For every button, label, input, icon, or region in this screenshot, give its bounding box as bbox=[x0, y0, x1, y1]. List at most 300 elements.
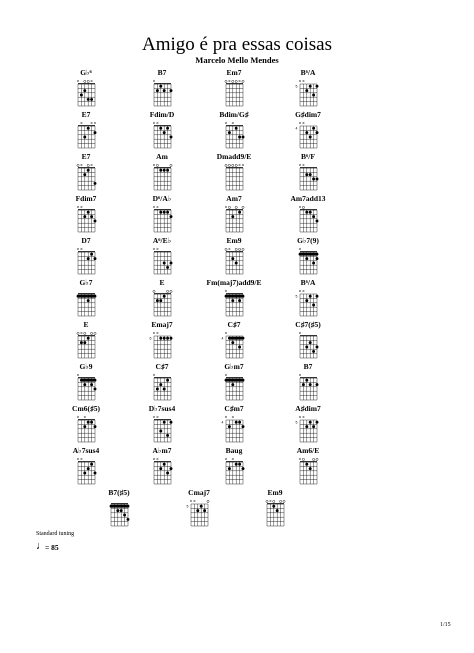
chord-fretboard-diagram bbox=[268, 413, 348, 445]
chord-fretboard-diagram bbox=[268, 77, 348, 109]
finger-dot bbox=[272, 505, 275, 508]
open-string-marker bbox=[167, 290, 169, 292]
chord-fretboard-diagram bbox=[194, 203, 274, 235]
finger-dot bbox=[87, 299, 90, 302]
chord-name: C♯7 bbox=[227, 320, 241, 329]
finger-dot bbox=[163, 131, 166, 134]
finger-dot bbox=[203, 509, 206, 512]
chord-fretboard-diagram bbox=[268, 329, 348, 361]
finger-dot bbox=[238, 346, 241, 349]
muted-string-marker: × bbox=[224, 414, 228, 420]
chord-name: G♭7 bbox=[79, 278, 93, 287]
muted-string-marker: × bbox=[76, 246, 80, 252]
muted-string-marker: × bbox=[152, 372, 156, 378]
finger-dot bbox=[80, 94, 83, 97]
chord-fretboard-diagram bbox=[122, 161, 202, 193]
chord-name: E7 bbox=[81, 152, 91, 161]
open-string-marker bbox=[239, 248, 241, 250]
chord-name: C♯m7 bbox=[224, 404, 244, 413]
finger-dot bbox=[159, 337, 162, 340]
chord-fretboard-diagram bbox=[268, 287, 348, 319]
barre-marker bbox=[110, 505, 130, 508]
finger-dot bbox=[231, 215, 234, 218]
open-string-marker bbox=[225, 248, 227, 250]
finger-dot bbox=[316, 85, 319, 88]
finger-dot bbox=[156, 388, 159, 391]
muted-string-marker: × bbox=[152, 456, 156, 462]
chord-fretboard-diagram bbox=[194, 77, 274, 109]
fret-position-label: 5 bbox=[186, 504, 189, 509]
finger-dot bbox=[166, 337, 169, 340]
chord-name: D♭7sus4 bbox=[148, 404, 176, 413]
fret-position-label: 5 bbox=[295, 84, 298, 89]
chord-diagram bbox=[194, 194, 274, 235]
open-string-marker bbox=[84, 80, 86, 82]
chord-fretboard-diagram bbox=[122, 329, 202, 361]
chord-fretboard-diagram bbox=[46, 413, 126, 445]
finger-dot bbox=[159, 430, 162, 433]
muted-string-marker: × bbox=[298, 78, 302, 84]
finger-dot bbox=[242, 467, 245, 470]
finger-dot bbox=[312, 425, 315, 428]
muted-string-marker: × bbox=[231, 456, 235, 462]
open-string-marker bbox=[232, 164, 234, 166]
open-string-marker bbox=[94, 332, 96, 334]
finger-dot bbox=[83, 425, 86, 428]
finger-dot bbox=[163, 421, 166, 424]
chord-diagram bbox=[46, 152, 126, 193]
finger-dot bbox=[238, 463, 241, 466]
fret-position-label: 4 bbox=[295, 126, 298, 131]
chord-diagram bbox=[46, 236, 126, 277]
chord-diagram bbox=[122, 236, 202, 277]
chord-fretboard-diagram bbox=[46, 455, 126, 487]
muted-string-marker: × bbox=[152, 330, 156, 336]
chord-name: Am6/E bbox=[296, 446, 320, 455]
chord-diagram bbox=[268, 110, 348, 151]
muted-string-marker: × bbox=[302, 120, 305, 126]
muted-string-marker: × bbox=[224, 330, 228, 336]
chord-fretboard-diagram bbox=[268, 203, 348, 235]
finger-dot bbox=[228, 131, 231, 134]
finger-dot bbox=[309, 467, 312, 470]
chord-fretboard-diagram bbox=[159, 497, 239, 529]
finger-dot bbox=[163, 295, 166, 298]
finger-dot bbox=[238, 136, 241, 139]
open-string-marker bbox=[225, 80, 227, 82]
finger-dot bbox=[166, 266, 169, 269]
muted-string-marker: × bbox=[269, 498, 272, 504]
muted-string-marker: × bbox=[80, 120, 83, 126]
chord-name: G♯dim7 bbox=[295, 110, 321, 119]
finger-dot bbox=[94, 182, 97, 185]
chord-name: E7 bbox=[81, 110, 91, 119]
finger-dot bbox=[200, 505, 203, 508]
chord-diagram bbox=[268, 194, 348, 235]
finger-dot bbox=[94, 257, 97, 260]
chord-diagram bbox=[122, 68, 202, 109]
muted-string-marker: × bbox=[76, 78, 80, 84]
chord-fretboard-diagram bbox=[194, 161, 274, 193]
open-string-marker bbox=[235, 80, 237, 82]
finger-dot bbox=[94, 472, 97, 475]
finger-dot bbox=[83, 383, 86, 386]
chord-diagram bbox=[194, 362, 274, 403]
open-string-marker bbox=[235, 248, 237, 250]
finger-dot bbox=[90, 253, 93, 256]
chord-diagram bbox=[122, 152, 202, 193]
muted-string-marker: × bbox=[231, 414, 235, 420]
barre-marker bbox=[225, 295, 245, 298]
open-string-marker bbox=[170, 164, 172, 166]
chord-diagram bbox=[46, 320, 126, 361]
chord-fretboard-diagram bbox=[46, 371, 126, 403]
chord-diagram bbox=[268, 236, 348, 277]
chord-name: A♭m7 bbox=[152, 446, 172, 455]
finger-dot bbox=[120, 509, 123, 512]
finger-dot bbox=[87, 98, 90, 101]
finger-dot bbox=[309, 211, 312, 214]
chord-name: Am7add13 bbox=[290, 194, 326, 203]
finger-dot bbox=[309, 136, 312, 139]
chord-diagram bbox=[122, 320, 202, 361]
fret-position-label: 5 bbox=[295, 420, 298, 425]
muted-string-marker: × bbox=[80, 162, 83, 168]
finger-dot bbox=[163, 262, 166, 265]
muted-string-marker: × bbox=[298, 372, 302, 378]
chord-name: G♭9 bbox=[79, 362, 93, 371]
chord-diagram bbox=[194, 404, 274, 445]
finger-dot bbox=[90, 421, 93, 424]
finger-dot bbox=[166, 472, 169, 475]
chord-diagram bbox=[268, 68, 348, 109]
open-string-marker bbox=[91, 332, 93, 334]
chord-fretboard-diagram bbox=[122, 287, 202, 319]
chord-fretboard-diagram bbox=[194, 455, 274, 487]
finger-dot bbox=[309, 85, 312, 88]
finger-dot bbox=[316, 383, 319, 386]
chord-name: A⁶/E♭ bbox=[152, 236, 172, 245]
finger-dot bbox=[305, 131, 308, 134]
chord-diagram bbox=[235, 488, 315, 529]
chord-fretboard-diagram bbox=[194, 371, 274, 403]
open-string-marker bbox=[156, 164, 158, 166]
chord-diagram bbox=[46, 278, 126, 319]
chord-name: A♯dim7 bbox=[295, 404, 321, 413]
muted-string-marker: × bbox=[224, 204, 228, 210]
finger-dot bbox=[238, 299, 241, 302]
chord-name: Cm6(♯5) bbox=[72, 404, 100, 413]
chord-name: G♭m7 bbox=[224, 362, 244, 371]
chord-name: B⁶/A bbox=[300, 68, 316, 77]
open-string-marker bbox=[280, 500, 282, 502]
muted-string-marker: × bbox=[80, 456, 83, 462]
muted-string-marker: × bbox=[228, 78, 231, 84]
finger-dot bbox=[83, 341, 86, 344]
finger-dot bbox=[238, 421, 241, 424]
finger-dot bbox=[231, 257, 234, 260]
muted-string-marker: × bbox=[90, 120, 93, 126]
finger-dot bbox=[87, 379, 90, 382]
finger-dot bbox=[170, 421, 173, 424]
song-title: Amigo é pra essas coisas bbox=[142, 34, 332, 55]
chord-diagram bbox=[122, 278, 202, 319]
muted-string-marker: × bbox=[241, 162, 245, 168]
finger-dot bbox=[159, 299, 162, 302]
chord-diagram bbox=[194, 110, 274, 151]
finger-dot bbox=[309, 341, 312, 344]
open-string-marker bbox=[225, 164, 227, 166]
finger-dot bbox=[242, 136, 245, 139]
chord-name: Bdim/G♯ bbox=[219, 110, 249, 119]
muted-string-marker: × bbox=[90, 78, 93, 84]
finger-dot bbox=[94, 388, 97, 391]
open-string-marker bbox=[84, 332, 86, 334]
fret-position-label: 4 bbox=[221, 420, 224, 425]
finger-dot bbox=[309, 383, 312, 386]
muted-string-marker: × bbox=[298, 120, 302, 126]
chord-name: Am bbox=[156, 152, 168, 161]
finger-dot bbox=[305, 89, 308, 92]
finger-dot bbox=[87, 257, 90, 260]
muted-string-marker: × bbox=[298, 456, 302, 462]
finger-dot bbox=[170, 467, 173, 470]
chord-diagram bbox=[46, 68, 126, 109]
muted-string-marker: × bbox=[152, 78, 156, 84]
finger-dot bbox=[235, 127, 238, 130]
finger-dot bbox=[87, 169, 90, 172]
finger-dot bbox=[312, 94, 315, 97]
finger-dot bbox=[170, 89, 173, 92]
finger-dot bbox=[166, 211, 169, 214]
open-string-marker bbox=[228, 164, 230, 166]
finger-dot bbox=[159, 467, 162, 470]
barre-marker bbox=[299, 253, 319, 256]
tempo-value: = 85 bbox=[45, 543, 59, 552]
muted-string-marker: × bbox=[298, 204, 302, 210]
chord-name: Cmaj7 bbox=[188, 488, 210, 497]
finger-dot bbox=[302, 383, 305, 386]
chord-fretboard-diagram bbox=[194, 119, 274, 151]
chord-diagram bbox=[46, 404, 126, 445]
muted-string-marker: × bbox=[224, 288, 228, 294]
finger-dot bbox=[163, 211, 166, 214]
finger-dot bbox=[94, 131, 97, 134]
chord-fretboard-diagram bbox=[122, 413, 202, 445]
chord-fretboard-diagram bbox=[46, 203, 126, 235]
chord-name: Em7 bbox=[226, 68, 242, 77]
muted-string-marker: × bbox=[298, 414, 302, 420]
muted-string-marker: × bbox=[156, 120, 159, 126]
finger-dot bbox=[83, 89, 86, 92]
chord-diagram bbox=[122, 194, 202, 235]
open-string-marker bbox=[77, 332, 79, 334]
finger-dot bbox=[156, 299, 159, 302]
chord-name: B7 bbox=[303, 362, 313, 371]
muted-string-marker: × bbox=[76, 456, 80, 462]
chord-name: C♯7(♯5) bbox=[295, 320, 321, 329]
chord-diagram bbox=[194, 446, 274, 487]
finger-dot bbox=[116, 509, 119, 512]
chord-name: Dmadd9/E bbox=[216, 152, 252, 161]
finger-dot bbox=[276, 509, 279, 512]
finger-dot bbox=[312, 127, 315, 130]
finger-dot bbox=[163, 169, 166, 172]
muted-string-marker: × bbox=[152, 246, 156, 252]
finger-dot bbox=[83, 472, 86, 475]
chord-name: G♭⁶ bbox=[80, 68, 92, 77]
muted-string-marker: × bbox=[83, 414, 87, 420]
quarter-note-icon: ♩ bbox=[36, 540, 47, 552]
open-string-marker bbox=[87, 164, 89, 166]
chord-name: E bbox=[83, 320, 89, 329]
muted-string-marker: × bbox=[156, 204, 159, 210]
chord-fretboard-diagram bbox=[194, 287, 274, 319]
chord-diagram bbox=[194, 320, 274, 361]
finger-dot bbox=[83, 173, 86, 176]
open-string-marker bbox=[266, 500, 268, 502]
muted-string-marker: × bbox=[80, 246, 83, 252]
finger-dot bbox=[159, 211, 162, 214]
chord-fretboard-diagram bbox=[268, 161, 348, 193]
muted-string-marker: × bbox=[189, 498, 193, 504]
chord-diagram bbox=[194, 68, 274, 109]
muted-string-marker: × bbox=[302, 162, 305, 168]
open-string-marker bbox=[316, 458, 318, 460]
chord-diagram bbox=[268, 278, 348, 319]
chord-name: B7(♯5) bbox=[108, 488, 130, 497]
muted-string-marker: × bbox=[224, 120, 228, 126]
chord-name: Fm(maj7)add9/E bbox=[206, 278, 262, 287]
open-string-marker bbox=[283, 500, 285, 502]
chord-fretboard-diagram bbox=[122, 245, 202, 277]
chord-diagram bbox=[46, 194, 126, 235]
chord-name: C♯7 bbox=[155, 362, 169, 371]
barre-marker bbox=[77, 295, 97, 298]
fret-position-label: 4 bbox=[221, 336, 224, 341]
page-number: 1/15 bbox=[440, 622, 451, 628]
finger-dot bbox=[87, 467, 90, 470]
chord-name: D⁶/A♭ bbox=[152, 194, 172, 203]
barre-marker bbox=[225, 379, 245, 382]
chord-name: B7 bbox=[157, 68, 167, 77]
finger-dot bbox=[305, 211, 308, 214]
chord-diagram bbox=[268, 446, 348, 487]
finger-dot bbox=[231, 299, 234, 302]
chord-diagram bbox=[122, 446, 202, 487]
finger-dot bbox=[166, 127, 169, 130]
chord-fretboard-diagram bbox=[194, 413, 274, 445]
chord-diagram bbox=[122, 110, 202, 151]
open-string-marker bbox=[87, 80, 89, 82]
finger-dot bbox=[163, 337, 166, 340]
open-string-marker bbox=[273, 500, 275, 502]
open-string-marker bbox=[77, 164, 79, 166]
open-string-marker bbox=[228, 206, 230, 208]
finger-dot bbox=[196, 509, 199, 512]
chord-name: Em9 bbox=[226, 236, 242, 245]
muted-string-marker: × bbox=[238, 78, 241, 84]
open-string-marker bbox=[242, 80, 244, 82]
chord-diagram bbox=[159, 488, 239, 529]
muted-string-marker: × bbox=[302, 414, 305, 420]
chord-name: A♭7sus4 bbox=[72, 446, 100, 455]
muted-string-marker: × bbox=[238, 162, 241, 168]
song-artist: Marcelo Mello Mendes bbox=[195, 55, 279, 65]
finger-dot bbox=[90, 295, 93, 298]
muted-string-marker: × bbox=[302, 78, 305, 84]
finger-dot bbox=[316, 346, 319, 349]
finger-dot bbox=[316, 257, 319, 260]
chord-name: Fdim7 bbox=[75, 194, 97, 203]
finger-dot bbox=[83, 295, 86, 298]
muted-string-marker: × bbox=[228, 246, 231, 252]
finger-dot bbox=[166, 169, 169, 172]
chord-fretboard-diagram bbox=[46, 77, 126, 109]
muted-string-marker: × bbox=[224, 372, 228, 378]
chord-fretboard-diagram bbox=[268, 245, 348, 277]
chord-name: E bbox=[159, 278, 165, 287]
finger-dot bbox=[242, 425, 245, 428]
muted-string-marker: × bbox=[193, 498, 196, 504]
finger-dot bbox=[316, 421, 319, 424]
chord-diagram bbox=[79, 488, 159, 529]
finger-dot bbox=[166, 379, 169, 382]
finger-dot bbox=[316, 131, 319, 134]
chord-name: B⁶/F bbox=[301, 152, 315, 161]
finger-dot bbox=[309, 421, 312, 424]
finger-dot bbox=[316, 178, 319, 181]
chord-diagram bbox=[194, 152, 274, 193]
chord-name: G♭7(9) bbox=[297, 236, 319, 245]
finger-dot bbox=[312, 178, 315, 181]
muted-string-marker: × bbox=[156, 246, 159, 252]
chord-diagram bbox=[268, 362, 348, 403]
finger-dot bbox=[238, 211, 241, 214]
chord-fretboard-diagram bbox=[268, 119, 348, 151]
finger-dot bbox=[163, 463, 166, 466]
chord-fretboard-diagram bbox=[46, 287, 126, 319]
finger-dot bbox=[312, 262, 315, 265]
open-string-marker bbox=[207, 500, 209, 502]
finger-dot bbox=[305, 299, 308, 302]
finger-dot bbox=[305, 173, 308, 176]
muted-string-marker: × bbox=[152, 204, 156, 210]
finger-dot bbox=[163, 89, 166, 92]
chord-diagram bbox=[46, 110, 126, 151]
chord-fretboard-diagram bbox=[122, 203, 202, 235]
chord-fretboard-diagram bbox=[268, 455, 348, 487]
finger-dot bbox=[166, 434, 169, 437]
chord-diagram bbox=[46, 446, 126, 487]
open-string-marker bbox=[302, 458, 304, 460]
finger-dot bbox=[83, 215, 86, 218]
chord-fretboard-diagram bbox=[268, 371, 348, 403]
finger-dot bbox=[170, 136, 173, 139]
finger-dot bbox=[94, 425, 97, 428]
chord-diagram bbox=[268, 152, 348, 193]
finger-dot bbox=[159, 127, 162, 130]
finger-dot bbox=[235, 295, 238, 298]
finger-dot bbox=[83, 136, 86, 139]
finger-dot bbox=[159, 169, 162, 172]
muted-string-marker: × bbox=[76, 372, 80, 378]
finger-dot bbox=[305, 425, 308, 428]
finger-dot bbox=[170, 215, 173, 218]
finger-dot bbox=[80, 341, 83, 344]
muted-string-marker: × bbox=[152, 414, 156, 420]
chord-name: B⁶/A bbox=[300, 278, 316, 287]
